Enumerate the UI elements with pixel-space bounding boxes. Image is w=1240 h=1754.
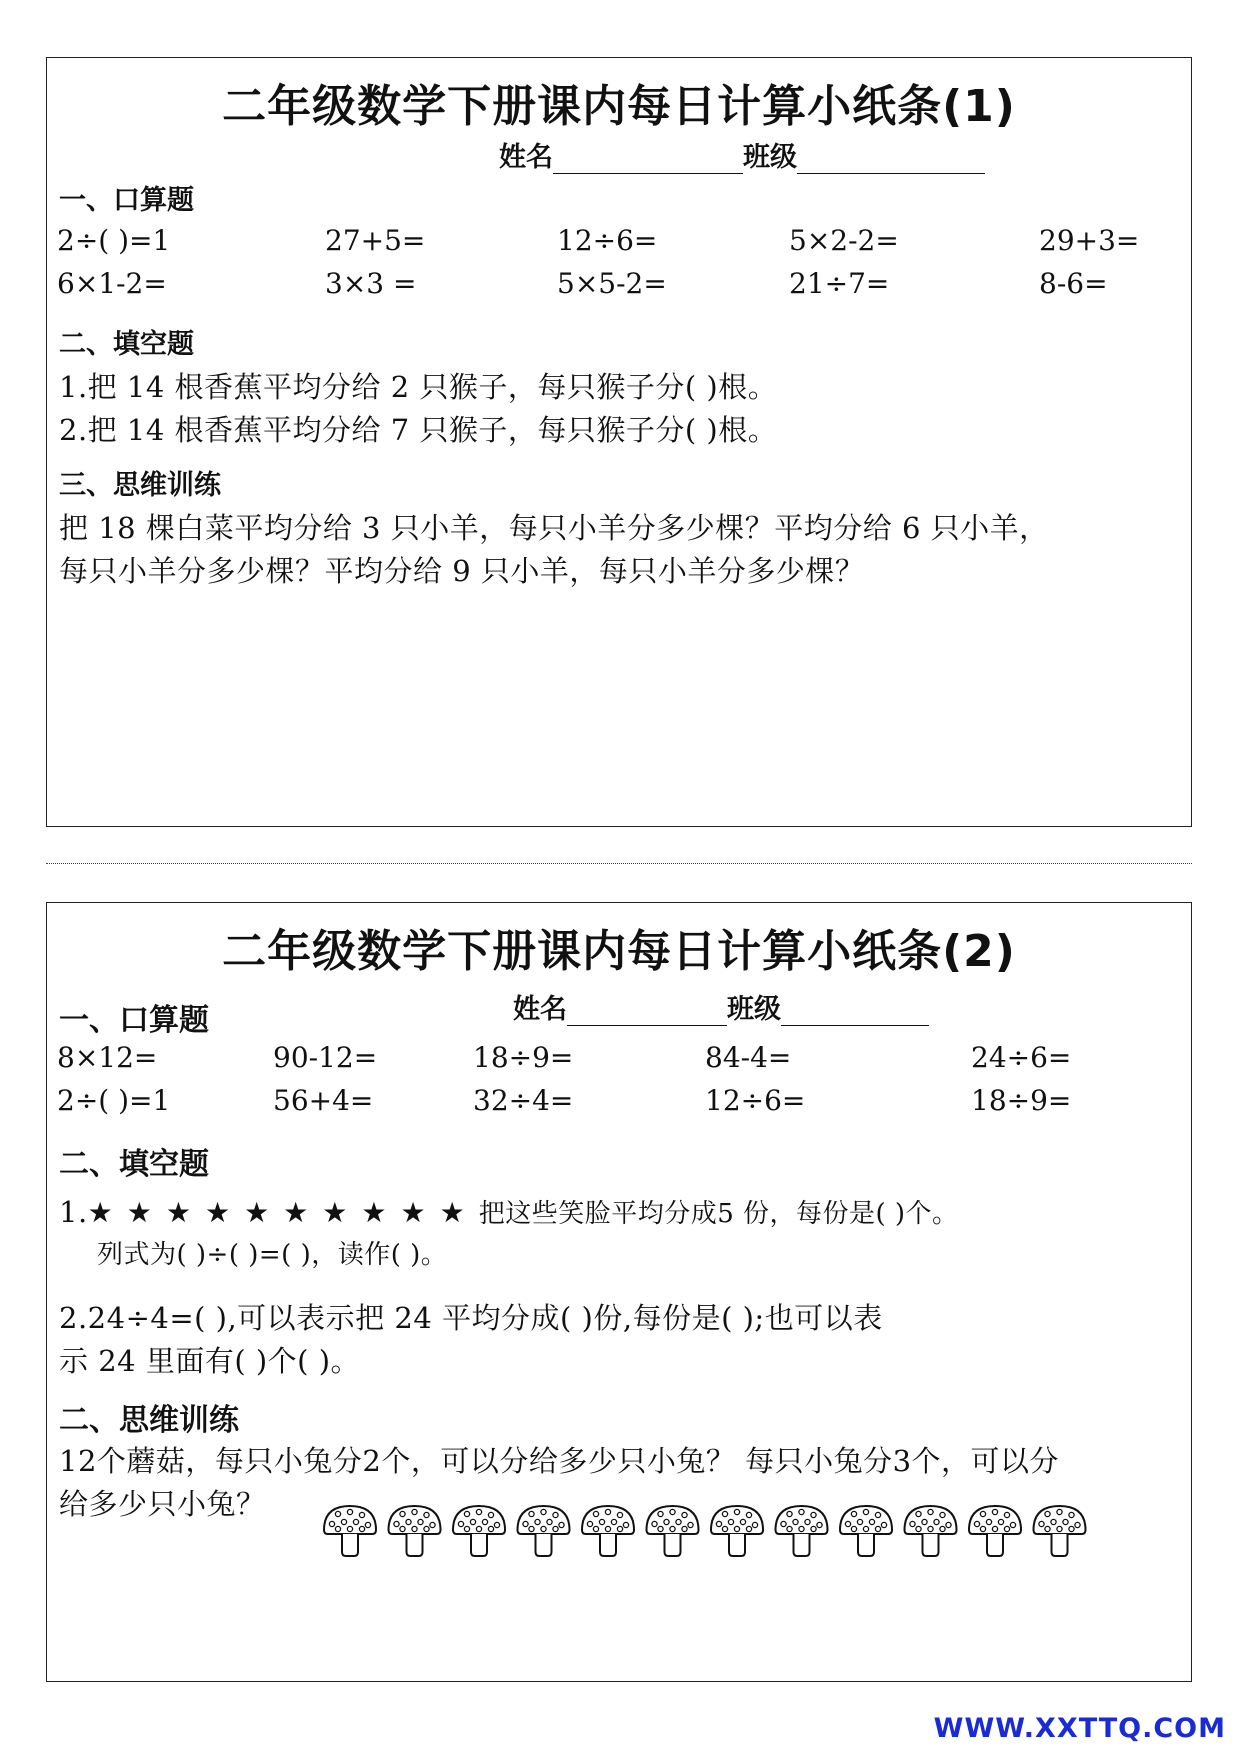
card2-name-label: 姓名 [513,994,567,1025]
calc-item: 3×3 = [325,267,417,300]
mushroom-icon [647,1506,699,1556]
card2-thinking-line-1: 12个蘑菇，每只小兔分2个，可以分给多少只小兔？ 每只小兔分3个，可以分 [59,1444,1060,1478]
calc-item: 2÷( )=1 [57,1084,171,1117]
site-watermark: WWW.XXTTQ.COM [933,1713,1226,1744]
mushroom-icon [969,1506,1021,1556]
worksheet-card-2 [46,902,1192,1682]
card2-fill1-text: 把这些笑脸平均分成5 份，每份是( )个。 [478,1199,959,1229]
calc-item: 12÷6= [705,1084,806,1117]
card2-fill-question-1-line-2: 列式为( )÷( )=( )，读作( )。 [97,1240,448,1270]
calc-item: 56+4= [273,1084,374,1117]
calc-item: 18÷9= [971,1084,1072,1117]
calc-item: 84-4= [705,1041,792,1074]
card1-name-blank[interactable] [553,147,743,174]
card2-section-oral: 一、口算题 [59,1003,209,1038]
mushroom-icon [518,1506,570,1556]
mushroom-icon [324,1506,376,1556]
worksheet-card-1 [46,57,1192,827]
calc-item: 18÷9= [473,1041,574,1074]
calc-item: 8×12= [57,1041,158,1074]
card1-fill-question-2: 2.把 14 根香蕉平均分给 7 只猴子，每只猴子分( )根。 [59,413,778,447]
calc-item: 29+3= [1039,224,1140,257]
star-row: ★★★★★★★★★★ [87,1196,479,1229]
card2-fill-question-2: 2.24÷4=( ),可以表示把 24 平均分成( )份,每份是( );也可以表 [59,1301,883,1335]
card2-fill-question-1 [59,1193,959,1230]
calc-item: 90-12= [273,1041,378,1074]
card2-name-blank[interactable] [567,999,727,1026]
card1-thinking-line-1: 把 18 棵白菜平均分给 3 只小羊，每只小羊分多少棵？平均分给 6 只小羊， [59,511,1049,545]
card1-thinking-line-2: 每只小羊分多少棵？平均分给 9 只小羊，每只小羊分多少棵？ [59,554,865,588]
card1-section-thinking: 三、思维训练 [59,470,221,501]
mushroom-icon [1034,1506,1086,1556]
card2-class-label: 班级 [727,994,781,1025]
card2-class-blank[interactable] [781,999,929,1026]
card2-title: 二年级数学下册课内每日计算小纸条(2) [222,926,1016,977]
mushroom-icon [711,1506,763,1556]
calc-item: 8-6= [1039,267,1108,300]
calc-item: 24÷6= [971,1041,1072,1074]
mushroom-icon [453,1506,505,1556]
mushroom-icon [905,1506,957,1556]
card1-section-oral: 一、口算题 [59,185,194,216]
card2-name-class-row [513,987,929,1026]
calc-item: 21÷7= [789,267,890,300]
calc-item: 32÷4= [473,1084,574,1117]
card1-fill-question-1: 1.把 14 根香蕉平均分给 2 只猴子，每只猴子分( )根。 [59,370,778,404]
mushroom-icon [389,1506,441,1556]
calc-item: 5×2-2= [789,224,899,257]
calc-item: 5×5-2= [557,267,667,300]
mushroom-icon [582,1506,634,1556]
mushroom-icon [840,1506,892,1556]
card1-name-label: 姓名 [499,142,553,173]
cut-line-divider [46,863,1192,864]
calc-item: 12÷6= [557,224,658,257]
card1-name-class-row [499,135,985,174]
card1-class-blank[interactable] [797,147,985,174]
calc-item: 6×1-2= [57,267,167,300]
card2-thinking-line-2: 给多少只小兔？ [59,1487,266,1521]
calc-item: 2÷( )=1 [57,224,171,257]
card2-section-thinking: 二、思维训练 [59,1403,239,1438]
mushroom-icon [776,1506,828,1556]
card2-fill1-number: 1. [59,1195,88,1229]
card1-title: 二年级数学下册课内每日计算小纸条(1) [222,81,1016,132]
calc-item: 27+5= [325,224,426,257]
card2-section-fill: 二、填空题 [59,1147,209,1182]
card2-fill-question-2-line-2: 示 24 里面有( )个( )。 [59,1344,361,1378]
card1-class-label: 班级 [743,142,797,173]
mushroom-row [320,1500,1100,1562]
card1-section-fill: 二、填空题 [59,329,194,360]
